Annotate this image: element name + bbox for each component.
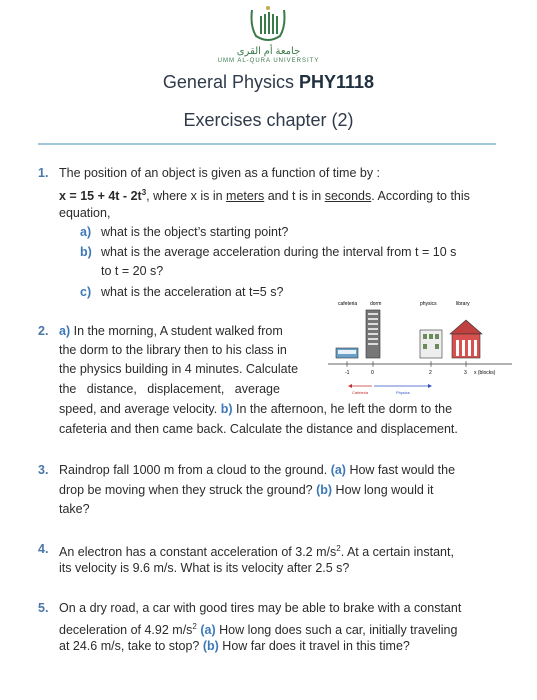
library-building xyxy=(450,320,482,358)
logo-emblem-icon xyxy=(246,4,290,44)
university-logo xyxy=(246,4,290,44)
q1-eq-rest: , where x is in xyxy=(146,189,227,204)
q5-line2 xyxy=(59,618,457,639)
q1-equation-line xyxy=(59,184,470,205)
q1-according: . According to this xyxy=(371,189,470,204)
q2-b-label: b) xyxy=(220,402,233,416)
q2-line1 xyxy=(59,322,283,340)
course-name: General Physics xyxy=(162,72,299,92)
q5-line2b: How long does such a car, initially traveling xyxy=(215,623,458,638)
dorm-building xyxy=(366,310,380,358)
q4-exponent: 2 xyxy=(336,544,341,553)
q2-line1-text: In the morning, A student walked from xyxy=(70,324,283,338)
q1-and-t: and t is in xyxy=(264,189,325,204)
q1-b-text: what is the average acceleration during the interval from t = 10 s xyxy=(101,245,457,259)
header-divider xyxy=(38,143,496,145)
q2-line4: the distance, displacement, average xyxy=(59,382,280,396)
q5-line1: On a dry road, a car with good tires may be able to brake with a constant xyxy=(59,601,462,615)
q4-line1a: An electron has a constant acceleration of 3.2 m/s xyxy=(59,545,337,560)
q2-campus-figure xyxy=(326,296,516,400)
fig-arrow-physics-label: Physics xyxy=(396,390,410,395)
fig-label-library: library xyxy=(456,301,470,307)
q3-b-label: (b) xyxy=(316,483,333,497)
q3-line2b: How long would it xyxy=(332,483,434,497)
q5-line3 xyxy=(59,637,410,655)
q2-line5b: In the afternoon, he left the dorm to the xyxy=(232,402,453,416)
logo-english-text: UMM AL-QURA UNIVERSITY xyxy=(217,58,320,64)
q1-line1: The position of an object is given as a function of time by : xyxy=(59,166,381,180)
q2-number: 2. xyxy=(38,324,49,338)
q2-a-label: a) xyxy=(59,324,71,338)
q1-line3: equation, xyxy=(59,206,111,220)
fig-tick-2: 2 xyxy=(429,370,432,376)
fig-arrow-cafeteria-label: Cafeteria xyxy=(352,390,369,395)
fig-axis-label: x (blocks) xyxy=(474,370,496,376)
course-code: PHY1118 xyxy=(298,72,375,92)
q3-a-label: (a) xyxy=(330,463,346,477)
q4-line2: its velocity is 9.6 m/s. What is its velocity after 2.5 s? xyxy=(59,561,350,575)
q1-equation: x = 15 + 4t - 2t xyxy=(59,189,142,204)
q3-line2a: drop be moving when they struck the ground? xyxy=(59,483,317,497)
fig-label-dorm: dorm xyxy=(370,301,382,307)
fig-tick-3: 3 xyxy=(464,370,467,376)
q3-number: 3. xyxy=(38,463,49,477)
q3-line3: take? xyxy=(59,502,90,516)
q3-line2 xyxy=(59,481,434,499)
q1-c-text: what is the acceleration at t=5 s? xyxy=(101,285,284,299)
q5-line3a: at 24.6 m/s, take to stop? xyxy=(59,639,203,653)
q5-a-label: (a) xyxy=(200,623,216,638)
fig-tick-m1: -1 xyxy=(345,370,350,376)
q5-b-label: (b) xyxy=(202,639,219,653)
q2-line6: cafeteria and then came back. Calculate the distance and displacement. xyxy=(59,422,458,436)
q1-b-label: b) xyxy=(80,245,92,259)
logo-arabic-text: جامعة أم القرى xyxy=(236,46,301,57)
q3-line1a: Raindrop fall 1000 m from a cloud to the ground. xyxy=(59,463,331,477)
q2-line5 xyxy=(59,400,452,418)
q1-exponent: 3 xyxy=(141,188,147,197)
q5-number: 5. xyxy=(38,601,49,615)
q1-seconds: seconds xyxy=(324,189,372,204)
q5-line2a: deceleration of 4.92 m/s xyxy=(59,623,193,638)
q3-line1b: How fast would the xyxy=(345,463,456,477)
page-subtitle: Exercises chapter (2) xyxy=(183,110,354,130)
q5-line3b: How far does it travel in this time? xyxy=(218,639,410,653)
q5-exponent: 2 xyxy=(192,622,197,631)
q2-line3: the physics building in 4 minutes. Calculate xyxy=(59,362,299,376)
fig-label-cafeteria: cafeteria xyxy=(338,301,358,307)
q2-line2: the dorm to the library then to his class in xyxy=(59,343,287,357)
fig-label-physics: physics xyxy=(420,301,437,307)
q3-line1 xyxy=(59,461,455,479)
q1-a-text: what is the object’s starting point? xyxy=(101,225,289,239)
q1-c-label: c) xyxy=(80,285,92,299)
q1-a-label: a) xyxy=(80,225,92,239)
q4-line1 xyxy=(59,540,454,561)
cafeteria-building xyxy=(336,348,358,358)
q1-number: 1. xyxy=(38,166,49,180)
fig-tick-0: 0 xyxy=(371,370,374,376)
q4-line1b: . At a certain instant, xyxy=(340,545,454,560)
course-title xyxy=(0,72,537,93)
q1-meters: meters xyxy=(226,189,265,204)
physics-building xyxy=(420,330,442,358)
q1-b-text2: to t = 20 s? xyxy=(101,264,164,278)
q4-number: 4. xyxy=(38,542,49,556)
q2-line5a: speed, and average velocity. xyxy=(59,402,221,416)
